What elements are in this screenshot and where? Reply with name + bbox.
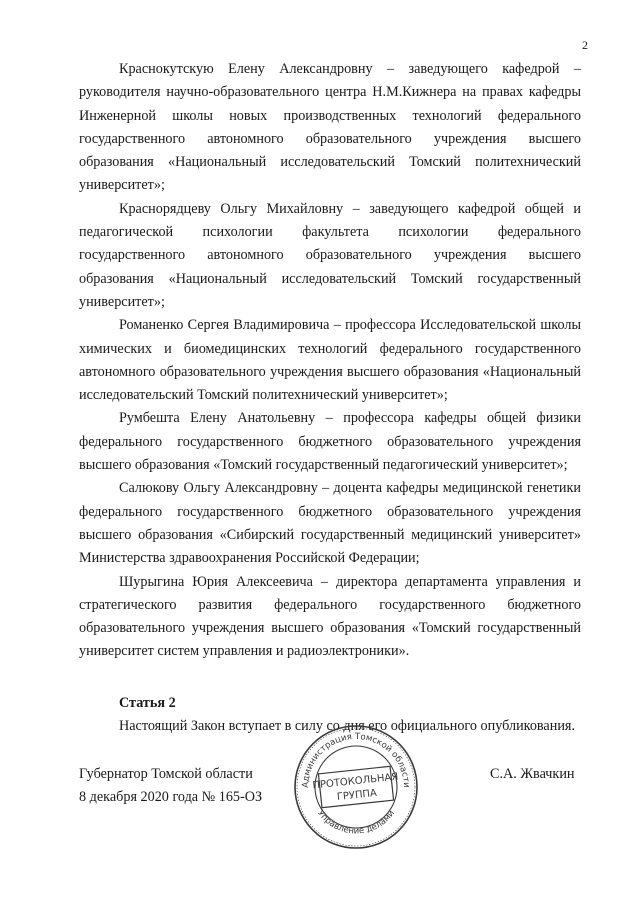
stamp-text-top: Администрация Томской области [300,731,412,789]
signature-block [79,763,262,809]
page-number: 2 [582,38,588,52]
official-stamp [291,722,421,852]
signatory-position: Губернатор Томской области [79,766,253,782]
stamp-inner-line-1: ПРОТОКОЛЬНАЯ [312,771,399,792]
paragraph-appointee-1: Краснокутскую Елену Александровну – заведующего кафедрой – руководителя научно-образовательного центра Н.М.Кижнера на правах кафедры Инженерной школы новых производственных технологий федерального государственного автономного образовательного учреждения высшего образования «Национальный исследовательский Томский политехнический университет»; [79,61,581,194]
signatory-name: С.А. Жвачкин [490,766,575,782]
document-body [79,58,581,738]
paragraph-appointee-2: Краснорядцеву Ольгу Михайловну – заведующего кафедрой общей и педагогической психологии факультета психологии федерального государственного автономного образовательного учреждения высшего образования «Национальный исследовательский Томский государственный университет»; [79,200,581,310]
paragraph-appointee-3: Романенко Сергея Владимировича – профессора Исследовательской школы химических и биомедицинских технологий федерального государственного автономного образовательного учреждения высшего образования «Национальный исследовательский Томский политехнический университет»; [79,317,581,404]
law-date-number: 8 декабря 2020 года № 165-ОЗ [79,789,263,805]
stamp-inner-line-2: ГРУППА [336,787,378,804]
paragraph-appointee-5: Салюкову Ольгу Александровну – доцента кафедры медицинской генетики федерального государственного бюджетного образовательного учреждения высшего образования «Сибирский государственный медицинский университет» Министерства здравоохранения Российской Федерации; [79,480,581,567]
article-text: Настоящий Закон вступает в силу со дня его официального опубликования. [119,718,575,735]
paragraph-appointee-6: Шурыгина Юрия Алексеевича – директора департамента управления и стратегического развития федерального государственного бюджетного образовательного учреждения высшего образования «Томский государственный университет систем управления и радиоэлектроники». [79,573,581,660]
stamp-text-bottom: Управление делами [315,808,397,837]
paragraph-appointee-4: Румбешта Елену Анатольевну – профессора кафедры общей физики федерального государственного бюджетного образовательного учреждения высшего образования «Томский государственный педагогический университет»; [79,410,581,474]
article-title: Статья 2 [119,694,176,711]
